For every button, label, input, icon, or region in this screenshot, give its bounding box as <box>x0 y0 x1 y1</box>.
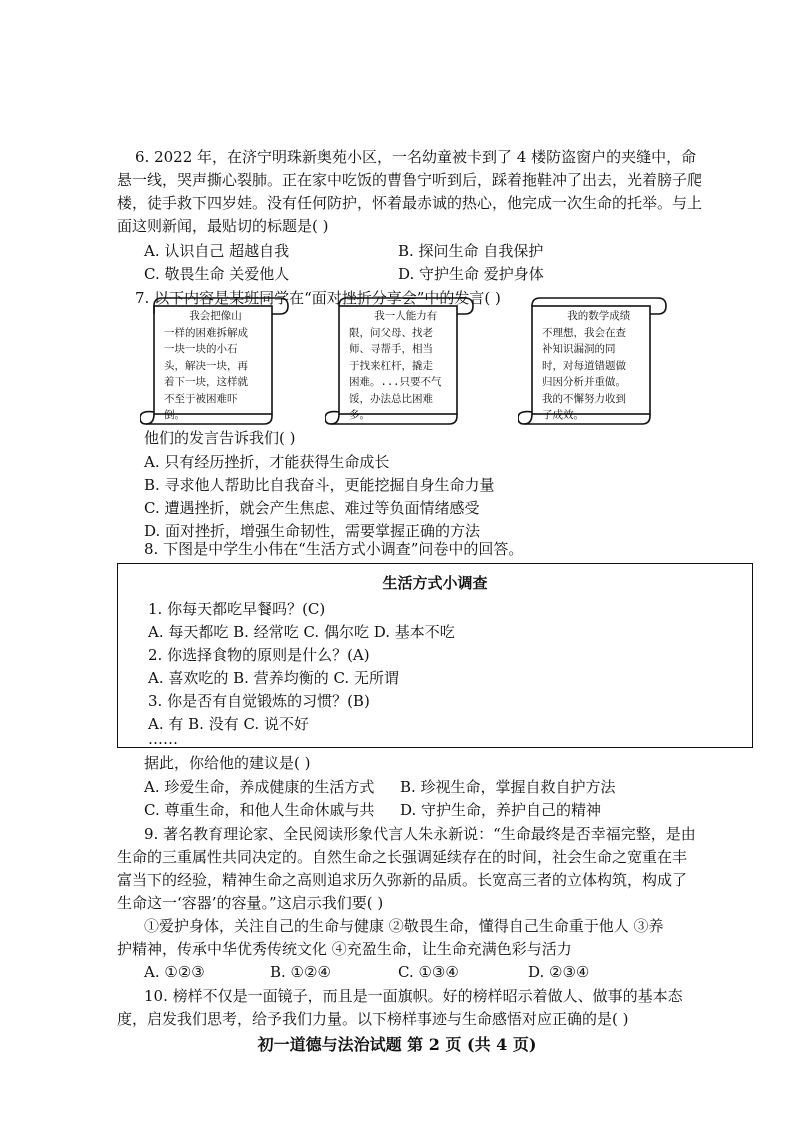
q8-stem: 8. 下图是中学生小伟在“生活方式小调查”问卷中的回答。 <box>144 540 524 558</box>
q9-line-2: 生命的三重属性共同决定的。自然生命之长强调延续存在的时间，社会生命之宽重在丰 <box>117 848 688 866</box>
q6-option-d: D. 守护生命 爱护身体 <box>398 265 544 283</box>
q6-line-2: 悬一线，哭声撕心裂肺。正在家中吃饭的曹鲁宁听到后，踩着拖鞋冲了出去，光着膀子爬 <box>117 171 703 189</box>
q8-option-b: B. 珍视生命，掌握自救自护方法 <box>400 778 616 796</box>
scroll-2-text: 我一人能力有 限，问父母、找老 师、寻帮手，相当 于找来杠杆，撬走 困难。...只要不气 馁，办法总比困难 多。 <box>349 310 442 421</box>
q6-option-c: C. 敬畏生命 关爱他人 <box>144 265 290 283</box>
scroll-card-3 <box>518 294 668 429</box>
q6-line-3: 楼，徒手救下四岁娃。没有任何防护，怀着最赤诚的热心，他完成一次生命的托举。与上 <box>117 194 703 212</box>
survey-line-5: 3. 你是否有自觉锻炼的习惯？(B) <box>148 692 370 710</box>
q9-line-6: 护精神，传承中华优秀传统文化 ④充盈生命，让生命充满色彩与活力 <box>117 940 572 958</box>
q9-line-5: ①爱护身体，关注自己的生命与健康 ②敬畏生命，懂得自己生命重于他人 ③养 <box>144 917 664 935</box>
survey-line-1: 1. 你每天都吃早餐吗？(C) <box>148 600 326 618</box>
survey-line-2: A. 每天都吃 B. 经常吃 C. 偶尔吃 D. 基本不吃 <box>148 623 455 641</box>
q9-line-4: 生命这一‘容器’的容量。”这启示我们要( ) <box>117 894 384 912</box>
q6-line-4: 面这则新闻，最贴切的标题是( ) <box>117 217 329 235</box>
q6-line-1: 6. 2022 年，在济宁明珠新奥苑小区，一名幼童被卡到了 4 楼防盗窗户的夹缝中，命 <box>135 148 697 166</box>
q9-option-b: B. ①②④ <box>270 963 331 981</box>
q8-option-c: C. 尊重生命，和他人生命休戚与共 <box>144 801 375 819</box>
q7-option-c: C. 遭遇挫折，就会产生焦虑、难过等负面情绪感受 <box>144 499 480 517</box>
q9-option-a: A. ①②③ <box>144 963 205 981</box>
q9-line-3: 富当下的经验，精神生命之高则追求历久弥新的品质。长宽高三者的立体构筑，构成了 <box>117 871 688 889</box>
q6-option-b: B. 探问生命 自我保护 <box>398 242 544 260</box>
q9-option-d: D. ②③④ <box>528 963 590 981</box>
q7-option-d: D. 面对挫折，增强生命韧性，需要掌握正确的方法 <box>144 522 481 540</box>
survey-box <box>117 563 753 748</box>
survey-line-7: …… <box>148 730 178 748</box>
q7-stem: 7. 以下内容是某班同学在“面对挫折分享会”中的发言( ) <box>135 289 501 307</box>
q9-line-1: 9. 著名教育理论家、全民阅读形象代言人朱永新说：“生命最终是否幸福完整，是由 <box>144 825 696 843</box>
scroll-card-1 <box>140 294 290 429</box>
page-footer: 初一道德与法治试题 第 2 页 (共 4 页) <box>257 1035 537 1054</box>
q8-option-d: D. 守护生命，养护自己的精神 <box>400 801 602 819</box>
q8-question: 据此，你给他的建议是( ) <box>144 754 311 772</box>
survey-line-4: A. 喜欢吃的 B. 营养均衡的 C. 无所谓 <box>148 669 399 687</box>
q8-option-a: A. 珍爱生命，养成健康的生活方式 <box>144 778 375 796</box>
q9-option-c: C. ①③④ <box>398 963 459 981</box>
survey-line-3: 2. 你选择食物的原则是什么？(A) <box>148 646 370 664</box>
q10-line-2: 度，启发我们思考，给予我们力量。以下榜样事迹与生命感悟对应正确的是( ) <box>117 1010 629 1028</box>
q6-option-a: A. 认识自己 超越自我 <box>144 242 290 260</box>
q10-line-1: 10. 榜样不仅是一面镜子，而且是一面旗帜。好的榜样昭示着做人、做事的基本态 <box>144 987 683 1005</box>
scroll-card-2 <box>325 294 475 429</box>
q7-question: 他们的发言告诉我们( ) <box>144 429 296 447</box>
q7-option-a: A. 只有经历挫折，才能获得生命成长 <box>144 453 390 471</box>
scroll-1-text: 我会把像山 一样的困难拆解成 一块一块的小石 头，解决一块，再 着下一块，这样就 不至于被困难吓 倒。 <box>164 310 248 421</box>
scroll-3-text: 我的数学成绩 不理想，我会在查 补知识漏洞的同 时，对每道错题做 归因分析并重做。 我的不懈努力收到 了成效。 <box>542 310 631 421</box>
survey-line-6: A. 有 B. 没有 C. 说不好 <box>148 715 309 733</box>
q7-option-b: B. 寻求他人帮助比自我奋斗，更能挖掘自身生命力量 <box>144 476 495 494</box>
survey-title: 生活方式小调查 <box>382 574 488 592</box>
